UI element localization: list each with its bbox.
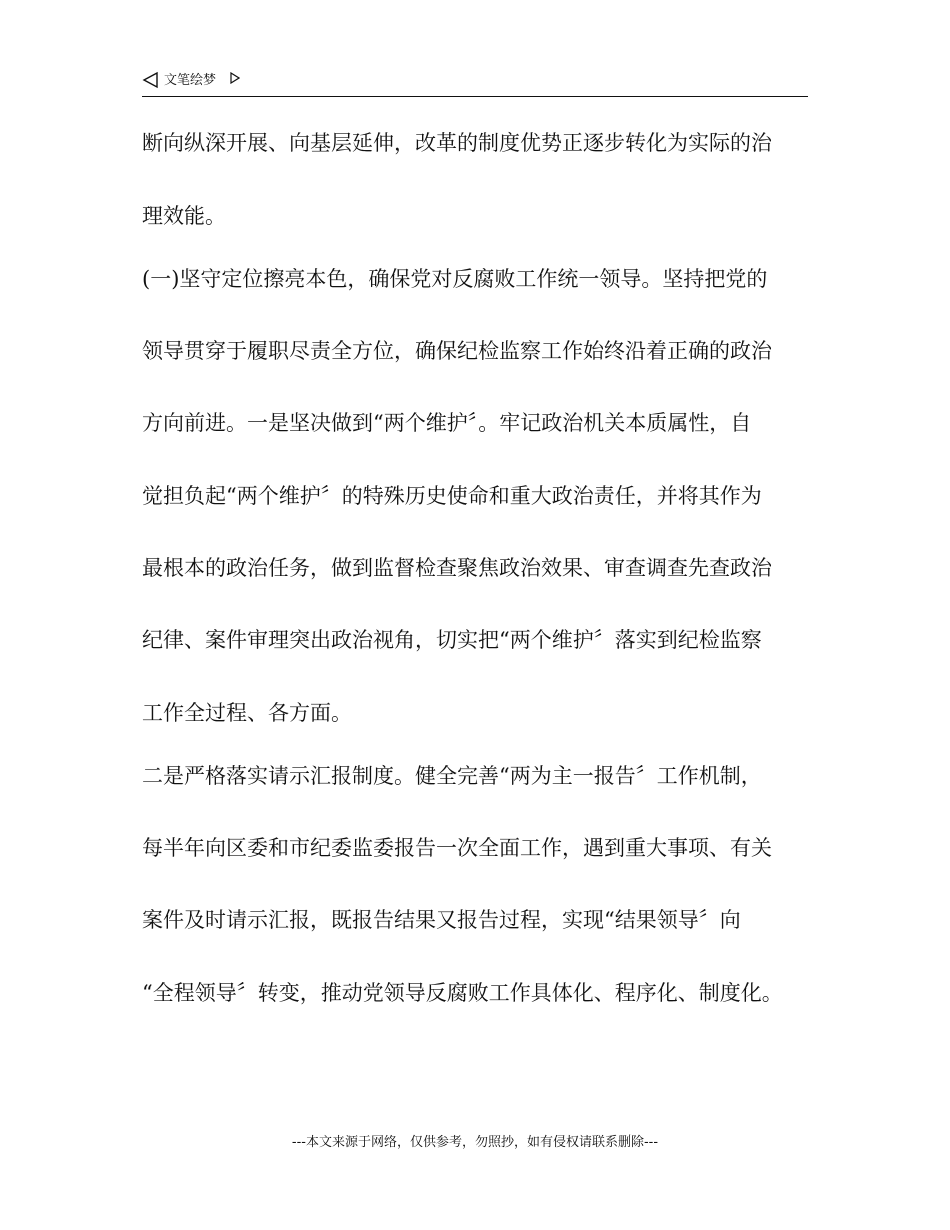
triangle-right-icon <box>230 72 240 84</box>
header-title: 文笔绘梦 <box>164 73 217 88</box>
paragraph-line: “全程领导〞转变，推动党领导反腐败工作具体化、程序化、制度化。 <box>142 981 783 1005</box>
paragraph-line: 二是严格落实请示汇报制度。健全完善“两为主一报告〞工作机制， <box>142 764 762 788</box>
paragraph-line: 每半年向区委和市纪委监委报告一次全面工作，遇到重大事项、有关 <box>142 836 772 860</box>
paragraph-line: 断向纵深开展、向基层延伸，改革的制度优势正逐步转化为实际的治 <box>142 131 772 155</box>
paragraph-line: 工作全过程、各方面。 <box>142 701 352 725</box>
paragraph-line: 领导贯穿于履职尽责全方位，确保纪检监察工作始终沿着正确的政治 <box>142 339 772 363</box>
paragraph-line: 理效能。 <box>142 204 226 228</box>
footer-disclaimer: ---本文来源于网络，仅供参考，勿照抄，如有侵权请联系删除--- <box>291 1135 659 1150</box>
paragraph-line: 方向前进。一是坚决做到“两个维护〞。牢记政治机关本质属性，自 <box>142 411 752 435</box>
page-header <box>142 70 808 97</box>
paragraph-line: 觉担负起“两个维护〞的特殊历史使命和重大政治责任，并将其作为 <box>142 484 762 508</box>
paragraph-line: 案件及时请示汇报，既报告结果又报告过程，实现“结果领导〞向 <box>142 908 741 932</box>
paragraph-line: (一)坚守定位擦亮本色，确保党对反腐败工作统一领导。坚持把党的 <box>142 267 768 291</box>
paragraph-line: 最根本的政治任务，做到监督检查聚焦政治效果、审查调查先查政治 <box>142 556 772 580</box>
triangle-left-icon <box>142 71 160 89</box>
paragraph-line: 纪律、案件审理突出政治视角，切实把“两个维护〞落实到纪检监察 <box>142 628 762 652</box>
